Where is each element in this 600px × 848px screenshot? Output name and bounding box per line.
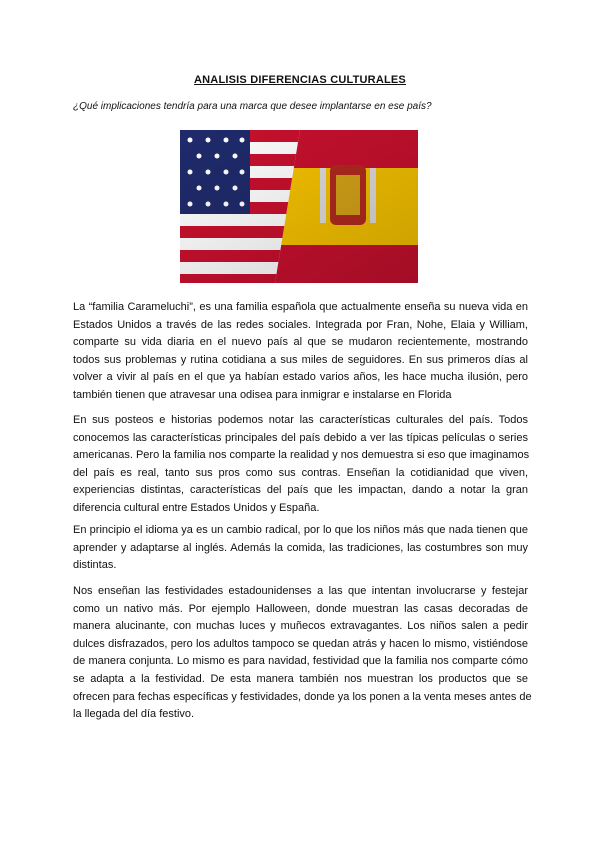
text-line: conocemos las características principales del país debido a ver las típicas películas o series [73, 431, 528, 444]
usa-spain-flags-image [180, 130, 418, 283]
text-line: también tienen que atravesar una odisea para inmigrar e instalarse en Florida [73, 388, 452, 401]
text-line: Estados Unidos a través de las redes sociales. Integrada por Fran, Nohe, Elaia y William, [73, 318, 528, 331]
paragraph-4 [73, 583, 532, 724]
text-line: como un nativo más. Por ejemplo Halloween, donde muestran las casas decoradas de [73, 602, 528, 615]
text-line: se adapta a la festividad. De esta manera también nos muestran los productos que se [73, 672, 528, 685]
text-line: manera alucinante, con muchas luces y muñecos extravagantes. Los niños salen a pedir [73, 620, 528, 633]
text-line: la llegada del día festivo. [73, 708, 195, 721]
text-line: de manera conjunta. Lo mismo es para navidad, festividad que la familia nos comparte cómo [73, 655, 528, 668]
text-line: volver a vivir al país en el que ya habían estado varios años, les hace mucha ilusión, pero [73, 371, 528, 384]
text-line: En principio el idioma ya es un cambio radical, por lo que los niños más que nada tienen que [73, 524, 528, 536]
text-line: ofrecen para fechas específicas y festividades, donde ya los ponen a la venta meses antes de [73, 690, 532, 703]
text-line: diferencia cultural entre Estados Unidos y España. [73, 501, 320, 514]
paragraph-2 [73, 412, 528, 518]
text-line: distintas. [73, 559, 117, 572]
text-line: La “familia Carameluchi”, es una familia española que actualmente enseña su nueva vida en [73, 301, 528, 313]
document-question: ¿Qué implicaciones tendría para una marca que desee implantarse en ese país? [73, 101, 432, 112]
text-line: Nos enseñan las festividades estadounidenses a las que intentan involucrarse y festejar [73, 585, 528, 597]
text-line: americanas. Pero la familia nos comparte la realidad y nos demuestra si eso que imaginamos [73, 449, 530, 462]
text-line: todos sus problemas y rutina cotidiana a sus miles de seguidores. En sus primeros días al [73, 353, 528, 366]
text-line: aprender y adaptarse al inglés. Además la comida, las tradiciones, las costumbres son muy [73, 541, 528, 554]
text-line: del país es real, tanto sus pros como sus contras. Enseñan la cotidianidad que viven, [73, 466, 528, 479]
paragraph-1 [73, 299, 528, 405]
paragraph-3 [73, 522, 528, 575]
text-line: comparte su vida diaria en el nuevo país al que se mudaron recientemente, mostrando [73, 336, 528, 349]
document-title: ANALISIS DIFERENCIAS CULTURALES [194, 74, 406, 86]
text-line: experiencias distintas, características del país que les impactan, dando a notar la gran [73, 484, 528, 497]
text-line: dulces disfrazados, pero los adultos tampoco se quedan atrás y hacen lo mismo, vistiéndose [73, 637, 528, 650]
text-line: En sus posteos e historias podemos notar las características culturales del país. Todos [73, 414, 528, 426]
